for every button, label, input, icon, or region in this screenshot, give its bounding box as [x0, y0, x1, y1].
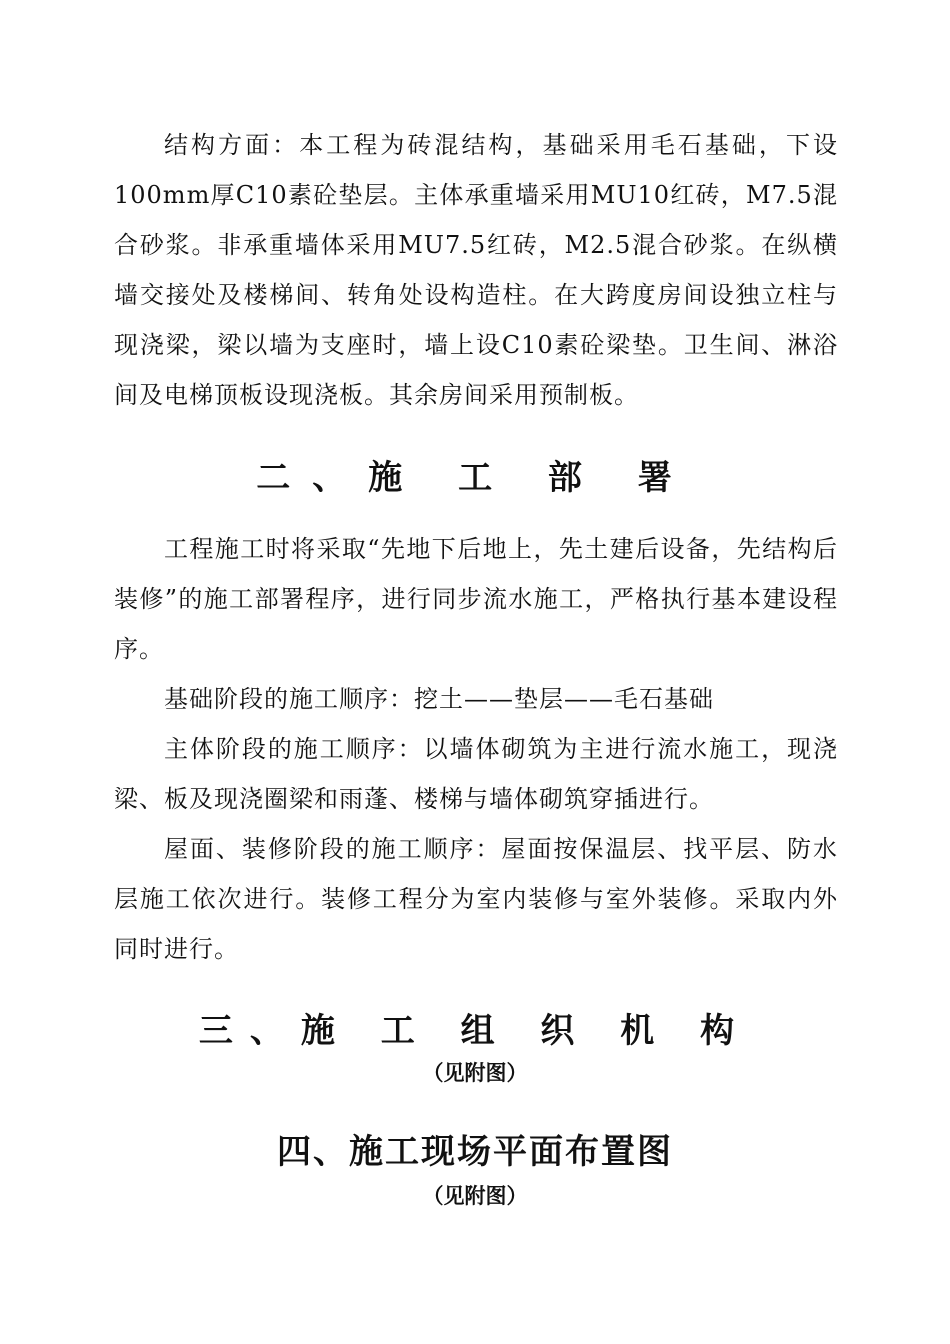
deployment-paragraph-4: 屋面、装修阶段的施工顺序：屋面按保温层、找平层、防水层施工依次进行。装修工程分为室内装修与室外装修。采取内外同时进行。	[114, 835, 838, 963]
deployment-paragraph-2: 基础阶段的施工顺序：挖土——垫层——毛石基础	[164, 685, 714, 713]
section-heading-deployment: 二、施 工 部 署	[256, 458, 694, 498]
section-heading-organization: 三、施 工 组 织 机 构	[198, 1011, 752, 1051]
structure-paragraph: 结构方面：本工程为砖混结构，基础采用毛石基础，下设100mm厚C10素砼垫层。主体承重墙采用MU10红砖，M7.5混合砂浆。非承重墙体采用MU7.5红砖，M2.5混合砂浆。在纵横墙交接处及楼梯间、转角处设构造柱。在大跨度房间设独立柱与现浇梁，梁以墙为支座时，墙上设C10素砼梁垫。卫生间、淋浴间及电梯顶板设现浇板。其余房间采用预制板。	[114, 131, 838, 409]
section-heading-site-layout: 四、施工现场平面布置图	[277, 1132, 673, 1172]
organization-note: （见附图）	[422, 1061, 528, 1085]
site-layout-note: （见附图）	[422, 1184, 528, 1208]
deployment-paragraph-1: 工程施工时将采取“先地下后地上，先土建后设备，先结构后装修”的施工部署程序，进行同步流水施工，严格执行基本建设程序。	[114, 535, 838, 663]
deployment-paragraph-3: 主体阶段的施工顺序：以墙体砌筑为主进行流水施工，现浇梁、板及现浇圈梁和雨蓬、楼梯与墙体砌筑穿插进行。	[114, 735, 838, 813]
